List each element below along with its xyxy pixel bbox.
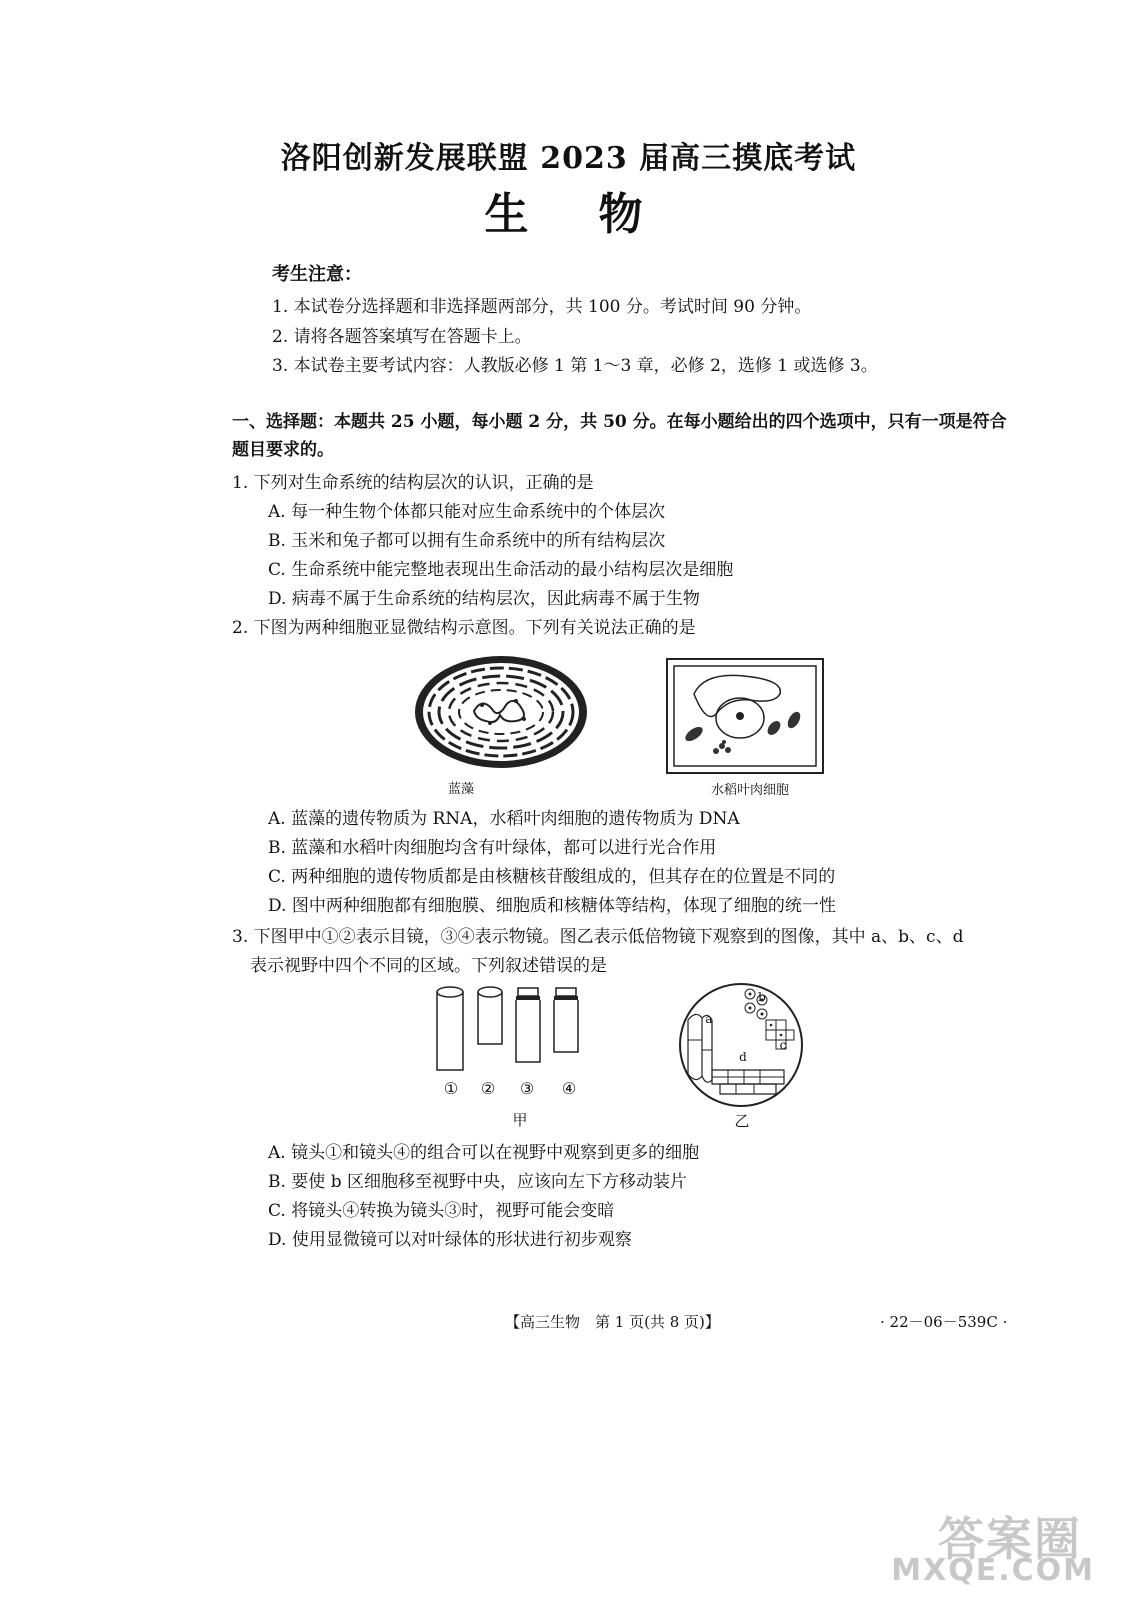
question-2-stem: 2. 下图为两种细胞亚显微结构示意图。下列有关说法正确的是 bbox=[232, 618, 696, 638]
question-3-option-b: B. 要使 b 区细胞移至视野中央，应该向左下方移动装片 bbox=[268, 1172, 687, 1192]
question-1-option-c: C. 生命系统中能完整地表现出生命活动的最小结构层次是细胞 bbox=[268, 560, 734, 580]
figure-caption-jia: 甲 bbox=[512, 1111, 528, 1129]
footer-page-info: 【高三生物 第 1 页(共 8 页)】 bbox=[505, 1313, 720, 1331]
region-label-c: c bbox=[779, 1038, 787, 1052]
question-1-option-a: A. 每一种生物个体都只能对应生命系统中的个体层次 bbox=[268, 502, 666, 522]
question-3-option-c: C. 将镜头④转换为镜头③时，视野可能会变暗 bbox=[268, 1201, 615, 1221]
question-3-option-a: A. 镜头①和镜头④的组合可以在视野中观察到更多的细胞 bbox=[268, 1143, 700, 1163]
figure-caption-cyanobacteria: 蓝藻 bbox=[447, 782, 474, 797]
section-heading: 一、选择题：本题共 25 小题，每小题 2 分，共 50 分。在每小题给出的四个选项中，只有一项是符合题目要求的。 bbox=[232, 412, 1007, 460]
question-2-option-c: C. 两种细胞的遗传物质都是由核糖核苷酸组成的，但其存在的位置是不同的 bbox=[268, 867, 836, 887]
question-2-option-d: D. 图中两种细胞都有细胞膜、细胞质和核糖体等结构，体现了细胞的统一性 bbox=[268, 896, 836, 916]
rice-mesophyll-cell-figure bbox=[664, 656, 826, 776]
subject-title: 生物 bbox=[484, 189, 713, 240]
watermark-url: MXQE.COM bbox=[891, 1553, 1095, 1588]
lens-label-2: ② bbox=[480, 1079, 496, 1098]
question-2-option-a: A. 蓝藻的遗传物质为 RNA，水稻叶肉细胞的遗传物质为 DNA bbox=[268, 809, 740, 829]
footer-code: · 22－06－539C · bbox=[880, 1313, 1008, 1331]
notice-item: 1. 本试卷分选择题和非选择题两部分，共 100 分。考试时间 90 分钟。 bbox=[272, 297, 812, 317]
lens-label-1: ① bbox=[443, 1079, 459, 1098]
cyanobacteria-figure bbox=[412, 653, 590, 771]
region-label-b: b bbox=[758, 990, 766, 1004]
question-1-stem: 1. 下列对生命系统的结构层次的认识，正确的是 bbox=[232, 473, 594, 493]
watermark-logo: 答案圈 bbox=[938, 1512, 1082, 1566]
question-1-option-b: B. 玉米和兔子都可以拥有生命系统中的所有结构层次 bbox=[268, 531, 666, 551]
notice-heading: 考生注意： bbox=[272, 264, 362, 285]
figure-caption-yi: 乙 bbox=[734, 1112, 750, 1130]
exam-title: 洛阳创新发展联盟 2023 届高三摸底考试 bbox=[280, 141, 857, 176]
question-3-option-d: D. 使用显微镜可以对叶绿体的形状进行初步观察 bbox=[268, 1230, 632, 1250]
region-label-a: a bbox=[705, 1012, 713, 1026]
question-3-stem-line1: 3. 下图甲中①②表示目镜，③④表示物镜。图乙表示低倍物镜下观察到的图像，其中 a、b、c、d bbox=[232, 927, 964, 947]
question-2-option-b: B. 蓝藻和水稻叶肉细胞均含有叶绿体，都可以进行光合作用 bbox=[268, 838, 717, 858]
notice-item: 3. 本试卷主要考试内容：人教版必修 1 第 1～3 章，必修 2，选修 1 或选修 3。 bbox=[272, 356, 878, 376]
lens-label-4: ④ bbox=[561, 1079, 577, 1098]
question-3-stem-line2: 表示视野中四个不同的区域。下列叙述错误的是 bbox=[250, 956, 607, 976]
lens-figure-jia bbox=[430, 984, 590, 1076]
lens-label-3: ③ bbox=[519, 1079, 535, 1098]
figure-caption-rice-cell: 水稻叶肉细胞 bbox=[710, 783, 789, 798]
question-1-option-d: D. 病毒不属于生命系统的结构层次，因此病毒不属于生物 bbox=[268, 589, 700, 609]
region-label-d: d bbox=[739, 1050, 747, 1064]
notice-item: 2. 请将各题答案填写在答题卡上。 bbox=[272, 327, 532, 347]
